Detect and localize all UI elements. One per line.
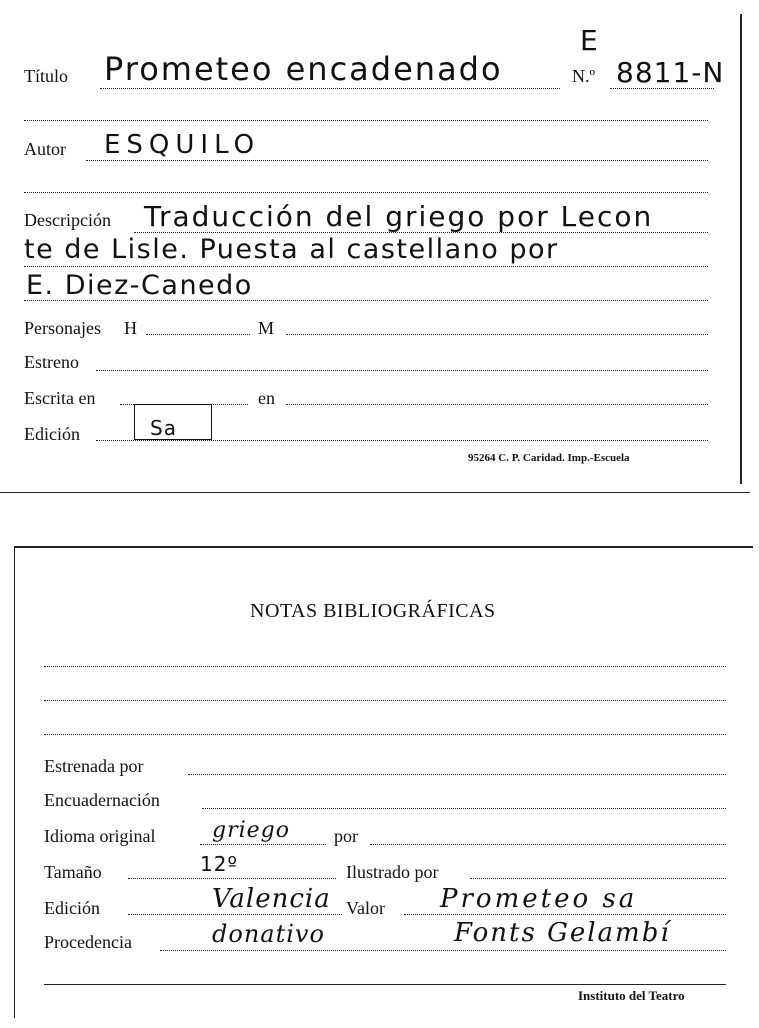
en-label: en — [258, 388, 275, 408]
en-line — [286, 404, 708, 405]
estrenada-line — [188, 774, 726, 775]
personajes-label: Personajes — [24, 318, 101, 338]
edicion2-label: Edición — [44, 898, 100, 918]
idioma-line — [200, 844, 326, 845]
autor-line — [86, 160, 708, 161]
edicion-label: Edición — [24, 424, 80, 444]
blank-line — [24, 192, 708, 193]
encuadernacion-label: Encuadernación — [44, 790, 160, 810]
printer-imprint: 95264 C. P. Caridad. Imp.-Escuela — [468, 452, 630, 464]
titulo-line — [100, 88, 560, 89]
idioma-value: griego — [212, 818, 290, 843]
ilustrado-line — [470, 878, 726, 879]
procedencia-line — [160, 950, 726, 951]
encuadernacion-line — [202, 808, 726, 809]
escrita-label: Escrita en — [24, 388, 96, 408]
procedencia-value-2: Fonts Gelambí — [454, 918, 671, 948]
valor-label: Valor — [346, 898, 385, 918]
tamano-label: Tamaño — [44, 862, 102, 882]
edicion-value: Sa — [150, 416, 177, 440]
numero-mark: E — [580, 24, 599, 57]
estreno-line — [96, 370, 708, 371]
institution-imprint: Instituto del Teatro — [578, 988, 685, 1003]
por-label: por — [334, 826, 358, 846]
blank-line — [44, 734, 726, 735]
notas-heading: NOTAS BIBLIOGRÁFICAS — [250, 600, 496, 622]
valor-value: Prometeo sa — [440, 884, 638, 914]
tamano-value: 12º — [200, 852, 238, 876]
ilustrado-label: Ilustrado por — [346, 862, 439, 882]
footer-rule — [44, 984, 726, 985]
numero-label: N.º — [572, 66, 596, 86]
m-label: M — [258, 318, 275, 338]
descripcion-line-2: te de Lisle. Puesta al castellano por — [24, 234, 559, 265]
por-line — [370, 844, 726, 845]
descripcion-line-3: E. Diez-Canedo — [26, 270, 253, 301]
estrenada-label: Estrenada por — [44, 756, 144, 776]
h-line — [146, 334, 250, 335]
edicion2-value: Valencia — [212, 884, 331, 914]
m-line — [286, 334, 708, 335]
descripcion-label: Descripción — [24, 210, 111, 230]
edicion2-line — [128, 914, 342, 915]
valor-line — [404, 914, 726, 915]
autor-value: ESQUILO — [104, 130, 261, 160]
procedencia-value: donativo — [212, 920, 325, 948]
blank-line — [44, 700, 726, 701]
blank-line — [44, 666, 726, 667]
tamano-line — [128, 878, 336, 879]
numero-value: 8811-N — [616, 56, 725, 89]
estreno-label: Estreno — [24, 352, 79, 372]
idioma-label: Idioma original — [44, 826, 156, 846]
descripcion-line-1: Traducción del griego por Lecon — [144, 200, 654, 233]
titulo-value: Prometeo encadenado — [104, 50, 503, 88]
blank-line — [24, 120, 708, 121]
procedencia-label: Procedencia — [44, 932, 132, 952]
titulo-label: Título — [24, 66, 68, 86]
card-divider — [0, 492, 750, 493]
autor-label: Autor — [24, 139, 66, 159]
descripcion-line — [24, 266, 708, 267]
edicion-line — [96, 440, 708, 441]
h-label: H — [124, 318, 137, 338]
